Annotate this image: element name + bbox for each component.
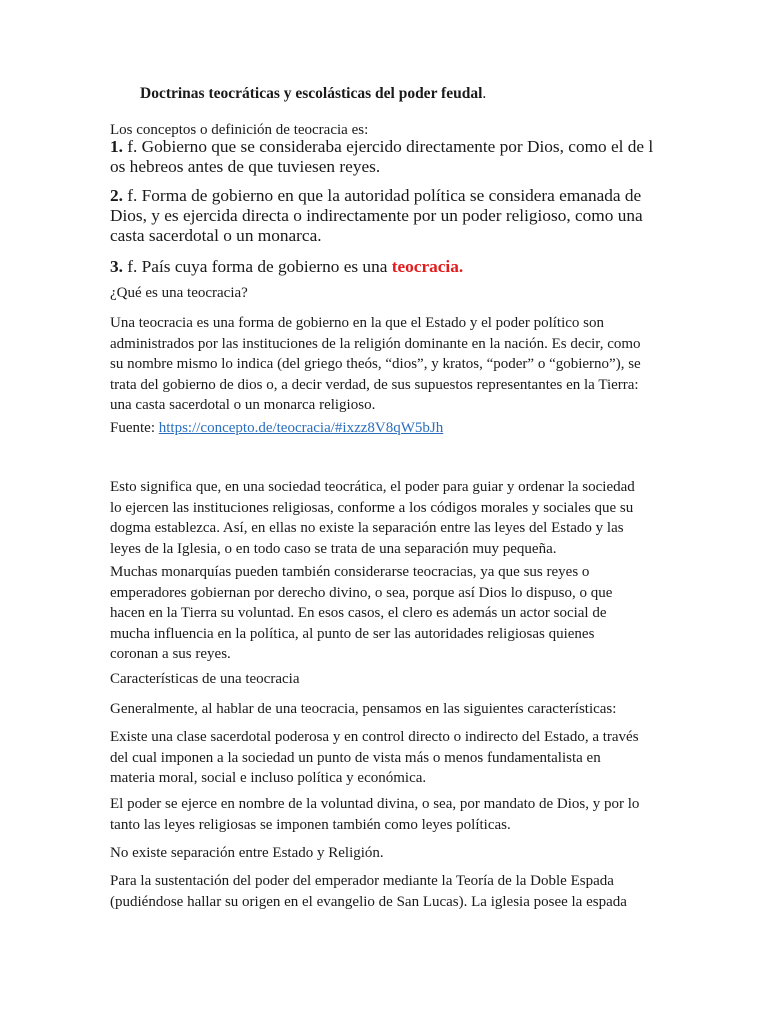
definition-2-text-3: casta sacerdotal o un monarca. [110,226,322,245]
definition-3-text: f. País cuya forma de gobierno es una [122,257,392,276]
paragraph-4-line: Generalmente, al hablar de una teocracia, pensamos en las siguientes características: [110,701,617,717]
paragraph-5-line: Existe una clase sacerdotal poderosa y en control directo o indirecto del Estado, a través [110,729,639,745]
title-text: Doctrinas teocráticas y escolásticas del poder feudal [140,85,483,102]
title-period: . [482,85,487,102]
teocracia-highlight: teocracia. [391,257,464,276]
intro-line: Los conceptos o definición de teocracia es: [110,122,369,138]
definition-2-text-1: f. Forma de gobierno en que la autoridad política se considera emanada de [122,186,642,205]
paragraph-3 [110,562,658,665]
paragraph-3-line: coronan a sus reyes. [110,646,231,662]
paragraph-3-line: hacen en la Tierra su voluntad. En esos casos, el clero es además un actor social de [110,605,607,621]
definition-1-text-1: f. Gobierno que se consideraba ejercido directamente por Dios, como el de l [122,137,654,156]
paragraph-2-line: leyes de la Iglesia, o en todo caso se trata de una separación muy pequeña. [110,540,557,557]
paragraph-7-line: No existe separación entre Estado y Religión. [110,845,384,861]
definition-3-line [110,257,658,277]
paragraph-5 [110,727,658,789]
document-title [140,85,486,103]
paragraph-5-line: del cual imponen a la sociedad un punto de vista más o menos fundamentalista en [110,749,601,766]
paragraph-1-line: trata del gobierno de dios o, a decir verdad, de sus supuestos representantes en la Tierra: [110,376,639,393]
definition-2-line-1 [110,186,658,206]
source-label: Fuente: [110,420,159,436]
paragraph-6-line: tanto las leyes religiosas se imponen también como leyes políticas. [110,816,511,833]
paragraph-1-line: su nombre mismo lo indica (del griego theós, “dios”, y kratos, “poder” o “gobierno”), se [110,356,641,372]
characteristics-heading-text: Características de una teocracia [110,671,300,687]
definition-2-number: 2. [110,186,123,205]
definition-1-text-2: os hebreos antes de que tuviesen reyes. [110,157,381,176]
paragraph-4 [110,699,658,720]
question-heading [110,283,658,304]
paragraph-8-line: (pudiéndose hallar su origen en el evangelio de San Lucas). La iglesia posee la espada [110,893,627,910]
definition-1-line-2 [110,157,658,177]
paragraph-1 [110,313,658,416]
paragraph-3-line: mucha influencia en la política, al punto de ser las autoridades religiosas quienes [110,625,595,642]
source-line [110,418,658,439]
definition-1-number: 1. [110,137,123,156]
paragraph-3-line: Muchas monarquías pueden también considerarse teocracias, ya que sus reyes o [110,564,590,580]
definition-1 [110,137,658,177]
paragraph-8-line: Para la sustentación del poder del emperador mediante la Teoría de la Doble Espada [110,873,614,889]
paragraph-1-line: Una teocracia es una forma de gobierno en la que el Estado y el poder político son [110,315,604,331]
paragraph-3-line: emperadores gobiernan por derecho divino, o sea, porque así Dios lo dispuso, o que [110,584,613,601]
paragraph-2 [110,477,658,559]
definition-3 [110,257,658,277]
paragraph-7 [110,843,658,864]
definition-2-line-2 [110,206,658,226]
paragraph-1-line: una casta sacerdotal o un monarca religioso. [110,397,376,413]
source-link[interactable]: https://concepto.de/teocracia/#ixzz8V8qW5bJh [158,420,444,436]
paragraph-1-line: administrados por las instituciones de la religión dominante en la nación. Es decir, como [110,335,641,352]
paragraph-2-line: lo ejercen las instituciones religiosas, conforme a los códigos morales y sociales que su [110,499,634,516]
definition-1-line-1 [110,137,658,157]
characteristics-heading [110,669,658,690]
paragraph-5-line: materia moral, social e incluso política y económica. [110,770,427,786]
paragraph-6-line: El poder se ejerce en nombre de la voluntad divina, o sea, por mandato de Dios, y por lo [110,796,640,812]
definition-2-line-3 [110,226,658,246]
definition-2 [110,186,658,246]
question-text: ¿Qué es una teocracia? [110,285,248,301]
definition-3-number: 3. [110,257,123,276]
paragraph-2-line: Esto significa que, en una sociedad teocrática, el poder para guiar y ordenar la sociedad [110,479,635,495]
paragraph-6 [110,794,658,835]
paragraph-8 [110,871,658,912]
definition-2-text-2: Dios, y es ejercida directa o indirectamente por un poder religioso, como una [110,206,643,225]
paragraph-2-line: dogma establezca. Así, en ellas no existe la separación entre las leyes del Estado y las [110,520,624,536]
